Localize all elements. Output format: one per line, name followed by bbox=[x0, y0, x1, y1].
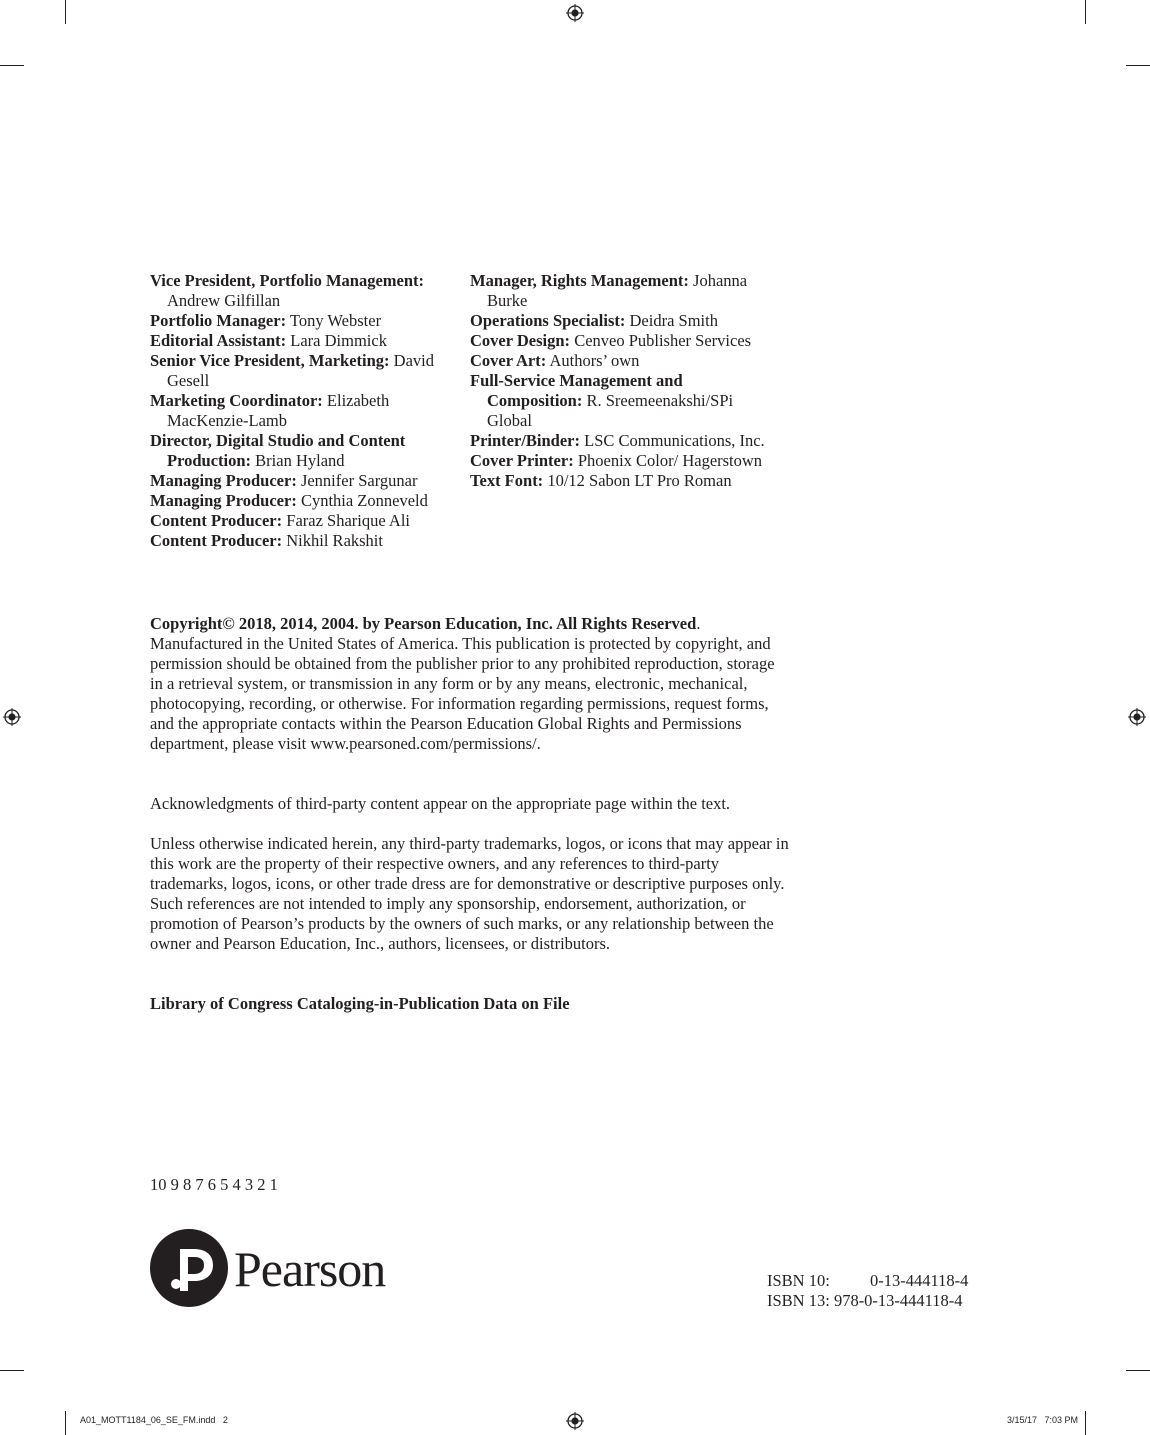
credit-entry bbox=[150, 271, 460, 311]
credit-entry bbox=[470, 271, 780, 311]
copyright-text: . Manufactured in the United States of America. This publication is protected by copyright, and permission should be obtained from the publisher prior to any prohibited reproduction, storage in a retrieval system, or transmission in any form or by any means, electronic, mechanical, photocopying, recording, or otherwise. For information regarding permissions, request forms, and the appropriate contacts within the Pearson Education Global Rights and Permissions department, please visit www.pearsoned.com/permissions/. bbox=[150, 614, 775, 753]
isbn-label: ISBN 13: bbox=[767, 1291, 830, 1310]
credit-entry bbox=[150, 331, 460, 351]
credit-name: Lara Dimmick bbox=[290, 331, 387, 350]
registration-mark-icon bbox=[3, 708, 21, 726]
credits-right-column bbox=[470, 271, 780, 491]
pearson-wordmark: Pearson bbox=[234, 1241, 386, 1297]
pearson-logo bbox=[150, 1229, 412, 1307]
credit-entry bbox=[470, 451, 780, 471]
crop-mark bbox=[1085, 0, 1086, 24]
credit-role: Marketing Coordinator: bbox=[150, 391, 323, 410]
acknowledgments-paragraph: Acknowledgments of third-party content appear on the appropriate page within the text. bbox=[150, 794, 731, 813]
registration-mark-icon bbox=[566, 4, 584, 22]
credit-name: Faraz Sharique Ali bbox=[286, 511, 410, 530]
credits-left-column bbox=[150, 271, 460, 551]
credit-name: R. Sreemeenakshi/SPi Global bbox=[487, 391, 734, 430]
credit-entry bbox=[470, 351, 780, 371]
credit-role: Cover Design: bbox=[470, 331, 571, 350]
crop-mark bbox=[1126, 65, 1150, 66]
crop-mark bbox=[65, 1411, 66, 1435]
credit-entry bbox=[150, 491, 460, 511]
credit-entry bbox=[150, 311, 460, 331]
credit-entry bbox=[150, 531, 460, 551]
credit-entry bbox=[150, 351, 460, 391]
credit-name: Authors’ own bbox=[549, 351, 640, 370]
credit-role: Printer/Binder: bbox=[470, 431, 580, 450]
credit-role: Managing Producer: bbox=[150, 471, 297, 490]
credit-name: Tony Webster bbox=[289, 311, 382, 330]
credit-role: Director, Digital Studio and Content Production: bbox=[150, 431, 406, 470]
crop-mark bbox=[65, 0, 66, 24]
credit-entry bbox=[470, 331, 780, 351]
copyright-statement: Copyright© 2018, 2014, 2004. by Pearson Education, Inc. All Rights Reserved bbox=[150, 614, 697, 633]
credit-name: 10/12 Sabon LT Pro Roman bbox=[547, 471, 732, 490]
credit-name: Johanna Burke bbox=[487, 271, 748, 310]
credit-role: Vice President, Portfolio Management: bbox=[150, 271, 425, 290]
credit-name: LSC Communications, Inc. bbox=[584, 431, 765, 450]
isbn-block bbox=[767, 1271, 968, 1311]
credit-name: Nikhil Rakshit bbox=[286, 531, 383, 550]
credit-role: Text Font: bbox=[470, 471, 544, 490]
credit-name: Andrew Gilfillan bbox=[167, 291, 281, 310]
credit-role: Content Producer: bbox=[150, 511, 283, 530]
credit-name: Cynthia Zonneveld bbox=[300, 491, 428, 510]
credit-name: Cenveo Publisher Services bbox=[574, 331, 752, 350]
credit-role: Cover Printer: bbox=[470, 451, 574, 470]
pearson-logo-mark-icon bbox=[150, 1229, 228, 1307]
credit-role: Full-Service Management and Composition: bbox=[470, 371, 683, 410]
registration-mark-icon bbox=[1128, 708, 1146, 726]
footer-timestamp: 3/15/17 7:03 PM bbox=[1006, 1415, 1078, 1425]
credit-name: Elizabeth MacKenzie-Lamb bbox=[167, 391, 390, 430]
credit-entry bbox=[470, 371, 780, 431]
footer-filename: A01_MOTT1184_06_SE_FM.indd 2 bbox=[80, 1415, 228, 1425]
credit-role: Operations Specialist: bbox=[470, 311, 626, 330]
credit-entry bbox=[470, 471, 780, 491]
credit-role: Content Producer: bbox=[150, 531, 283, 550]
isbn-13 bbox=[767, 1291, 968, 1311]
credit-role: Portfolio Manager: bbox=[150, 311, 287, 330]
credit-entry bbox=[470, 311, 780, 331]
crop-mark bbox=[1085, 1411, 1086, 1435]
crop-mark bbox=[0, 1370, 24, 1371]
registration-mark-icon bbox=[566, 1412, 584, 1430]
credit-name: Brian Hyland bbox=[255, 451, 345, 470]
credit-entry bbox=[150, 511, 460, 531]
credit-role: Manager, Rights Management: bbox=[470, 271, 689, 290]
credit-entry bbox=[150, 471, 460, 491]
credit-name: Deidra Smith bbox=[629, 311, 718, 330]
crop-mark bbox=[1126, 1370, 1150, 1371]
isbn-value: 0-13-444118-4 bbox=[870, 1271, 969, 1290]
credit-entry bbox=[470, 431, 780, 451]
copyright-paragraph bbox=[150, 614, 790, 754]
cip-heading: Library of Congress Cataloging-in-Publication Data on File bbox=[150, 994, 570, 1013]
isbn-label: ISBN 10: bbox=[767, 1271, 830, 1290]
isbn-10 bbox=[767, 1271, 968, 1291]
credit-name: Phoenix Color/ Hagerstown bbox=[577, 451, 763, 470]
trademarks-paragraph: Unless otherwise indicated herein, any third-party trademarks, logos, or icons that may appear in this work are the property of their respective owners, and any references to third-party trademarks, logos, icons, or other trade dress are for demonstrative or descriptive purposes only. Such references are not intended to imply any sponsorship, endorsement, authorization, or promotion of Pearson’s products by the owners of such marks, or any relationship between the owner and Pearson Education, Inc., authors, licensees, or distributors. bbox=[150, 834, 789, 953]
credit-role: Editorial Assistant: bbox=[150, 331, 287, 350]
credit-entry bbox=[150, 431, 460, 471]
crop-mark bbox=[0, 65, 24, 66]
printing-line: 10 9 8 7 6 5 4 3 2 1 bbox=[150, 1175, 278, 1194]
credit-name: David Gesell bbox=[167, 351, 434, 390]
credit-role: Managing Producer: bbox=[150, 491, 297, 510]
credit-role: Senior Vice President, Marketing: bbox=[150, 351, 390, 370]
credit-role: Cover Art: bbox=[470, 351, 547, 370]
credit-name: Jennifer Sargunar bbox=[300, 471, 418, 490]
isbn-value: 978-0-13-444118-4 bbox=[833, 1291, 963, 1310]
credit-entry bbox=[150, 391, 460, 431]
